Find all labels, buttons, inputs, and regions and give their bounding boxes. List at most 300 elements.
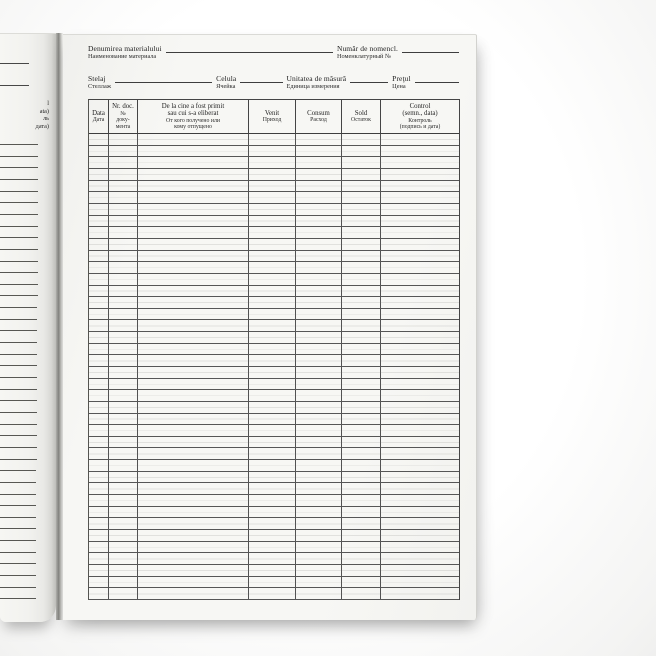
table-cell-empty [381, 588, 459, 599]
table-cell-empty [381, 286, 459, 297]
table-row [89, 437, 459, 449]
table-cell-empty [89, 472, 109, 483]
column-label: Consum [307, 109, 330, 117]
table-cell-empty [296, 472, 342, 483]
table-cell-empty [296, 483, 342, 494]
table-row [89, 192, 459, 204]
table-cell-empty [296, 181, 342, 192]
left-page-row-line [0, 284, 38, 285]
table-cell-empty [89, 437, 109, 448]
table-cell-empty [342, 507, 381, 518]
table-cell-empty [249, 355, 296, 366]
table-cell-empty [381, 425, 459, 436]
table-cell-empty [342, 181, 381, 192]
table-cell-empty [109, 542, 138, 553]
table-cell-empty [138, 530, 249, 541]
table-cell-empty [249, 251, 296, 262]
table-cell-empty [138, 297, 249, 308]
table-cell-empty [109, 297, 138, 308]
table-cell-empty [249, 169, 296, 180]
left-page-row-line [0, 319, 37, 320]
label-nomenclature-ro: Număr de nomencl. [336, 44, 398, 53]
table-cell-empty [381, 169, 459, 180]
left-page-edge [0, 33, 56, 622]
table-cell-empty [296, 274, 342, 285]
table-row [89, 227, 459, 239]
table-cell-empty [296, 448, 342, 459]
table-cell-empty [296, 553, 342, 564]
label-price-ru: Цена [392, 82, 406, 90]
table-cell-empty [342, 414, 381, 425]
left-page-underline-fragment [0, 63, 29, 64]
table-cell-empty [296, 425, 342, 436]
column-label: От кого получено или кому отпущено [166, 117, 220, 131]
table-cell-empty [381, 262, 459, 273]
table-cell-empty [89, 565, 109, 576]
table-cell-empty [342, 425, 381, 436]
table-cell-empty [138, 286, 249, 297]
table-cell-empty [381, 157, 459, 168]
table-cell-empty [249, 286, 296, 297]
table-cell-empty [249, 542, 296, 553]
table-cell-empty [342, 262, 381, 273]
table-cell-empty [109, 274, 138, 285]
table-cell-empty [296, 169, 342, 180]
table-cell-empty [342, 309, 381, 320]
table-cell-empty [381, 495, 459, 506]
table-row [89, 157, 459, 169]
left-page-row-line [0, 342, 37, 343]
left-page-row-line [0, 191, 38, 192]
table-cell-empty [296, 146, 342, 157]
ledger-table [88, 99, 460, 600]
table-cell-empty [138, 239, 249, 250]
table-cell-empty [296, 518, 342, 529]
table-cell-empty [249, 588, 296, 599]
table-cell-empty [109, 251, 138, 262]
table-row [89, 332, 459, 344]
table-cell-empty [249, 274, 296, 285]
table-cell-empty [138, 565, 249, 576]
table-cell-empty [89, 169, 109, 180]
table-row [89, 402, 459, 414]
text-fragment: дата) [35, 123, 49, 131]
table-cell-empty [381, 355, 459, 366]
table-cell-empty [249, 297, 296, 308]
table-cell-empty [109, 367, 138, 378]
table-cell-empty [89, 332, 109, 343]
table-cell-empty [342, 577, 381, 588]
table-cell-empty [296, 402, 342, 413]
table-cell-empty [342, 297, 381, 308]
table-cell-empty [342, 448, 381, 459]
left-page-text-fragments [36, 100, 49, 131]
table-cell-empty [296, 577, 342, 588]
table-cell-empty [296, 309, 342, 320]
table-cell-empty [109, 448, 138, 459]
left-page-row-line [0, 517, 36, 518]
table-cell-empty [249, 460, 296, 471]
table-row [89, 379, 459, 391]
table-cell-empty [109, 553, 138, 564]
table-cell-empty [296, 507, 342, 518]
table-cell-empty [342, 344, 381, 355]
table-row [89, 530, 459, 542]
table-cell-empty [381, 379, 459, 390]
table-cell-empty [296, 134, 342, 145]
table-cell-empty [342, 495, 381, 506]
table-cell-empty [249, 332, 296, 343]
table-row [89, 146, 459, 158]
table-cell-empty [381, 204, 459, 215]
left-page-row-line [0, 377, 37, 378]
form-header-row-2 [88, 74, 459, 91]
table-cell-empty [249, 425, 296, 436]
table-cell-empty [249, 565, 296, 576]
table-cell-empty [109, 286, 138, 297]
table-cell-empty [89, 577, 109, 588]
table-cell-empty [89, 390, 109, 401]
table-cell-empty [89, 216, 109, 227]
table-cell-empty [249, 448, 296, 459]
table-cell-empty [109, 309, 138, 320]
blank-fill-line [166, 44, 333, 53]
table-cell-empty [296, 227, 342, 238]
table-cell-empty [138, 169, 249, 180]
table-cell-empty [381, 227, 459, 238]
table-cell-empty [89, 425, 109, 436]
table-cell-empty [342, 134, 381, 145]
table-cell-empty [381, 402, 459, 413]
table-cell-empty [89, 192, 109, 203]
table-cell-empty [296, 286, 342, 297]
table-cell-empty [138, 251, 249, 262]
table-cell-empty [249, 379, 296, 390]
ledger-table-header [89, 100, 459, 134]
table-cell-empty [249, 495, 296, 506]
label-cell-ru: Ячейка [216, 82, 236, 90]
table-cell-empty [138, 495, 249, 506]
table-cell-empty [89, 460, 109, 471]
table-cell-empty [89, 262, 109, 273]
label-shelf-ro: Stelaj [88, 73, 106, 83]
table-cell-empty [249, 402, 296, 413]
table-cell-empty [138, 262, 249, 273]
table-cell-empty [342, 379, 381, 390]
table-cell-empty [109, 414, 138, 425]
table-cell-empty [381, 414, 459, 425]
column-label: Data [92, 109, 105, 117]
table-cell-empty [342, 157, 381, 168]
column-header-from-whom [138, 100, 249, 134]
table-cell-empty [89, 320, 109, 331]
table-row [89, 367, 459, 379]
table-row [89, 507, 459, 519]
table-cell-empty [381, 251, 459, 262]
field-nomenclature-number [337, 44, 398, 61]
table-cell-empty [381, 553, 459, 564]
table-cell-empty [381, 216, 459, 227]
table-cell-empty [109, 495, 138, 506]
table-row [89, 542, 459, 554]
table-row [89, 309, 459, 321]
table-cell-empty [381, 448, 459, 459]
table-cell-empty [109, 437, 138, 448]
table-row [89, 216, 459, 228]
label-nomenclature-ru: Номенклатурный № [336, 53, 392, 60]
field-material-name [88, 44, 162, 61]
table-cell-empty [109, 181, 138, 192]
label-unit-ro: Unitatea de măsură [286, 73, 347, 83]
table-cell-empty [89, 274, 109, 285]
table-cell-empty [249, 518, 296, 529]
blank-fill-line [402, 44, 459, 53]
table-row [89, 483, 459, 495]
table-cell-empty [296, 588, 342, 599]
column-label: Остаток [351, 117, 371, 124]
column-header-control [381, 100, 459, 134]
table-cell-empty [109, 472, 138, 483]
left-page-row-line [0, 202, 38, 203]
table-cell-empty [381, 344, 459, 355]
table-cell-empty [109, 332, 138, 343]
column-header-income [249, 100, 296, 134]
table-cell-empty [381, 134, 459, 145]
table-cell-empty [249, 437, 296, 448]
column-label: Sold [354, 109, 368, 117]
left-page-row-line [0, 528, 36, 529]
table-cell-empty [381, 239, 459, 250]
table-cell-empty [381, 146, 459, 157]
table-cell-empty [109, 262, 138, 273]
table-cell-empty [296, 355, 342, 366]
left-page-row-line [0, 354, 37, 355]
table-cell-empty [381, 472, 459, 483]
left-page-row-line [0, 505, 36, 506]
table-cell-empty [296, 390, 342, 401]
table-cell-empty [249, 472, 296, 483]
column-label: Приход [262, 117, 282, 124]
table-cell-empty [249, 309, 296, 320]
table-cell-empty [109, 483, 138, 494]
table-cell-empty [249, 553, 296, 564]
table-cell-empty [296, 379, 342, 390]
table-cell-empty [342, 204, 381, 215]
table-row [89, 286, 459, 298]
table-cell-empty [89, 553, 109, 564]
left-page-row-line [0, 598, 36, 599]
table-cell-empty [138, 507, 249, 518]
table-cell-empty [89, 297, 109, 308]
table-cell-empty [109, 239, 138, 250]
table-cell-empty [381, 577, 459, 588]
left-page-row-line [0, 435, 37, 436]
label-price-ro: Preţul [392, 73, 411, 83]
text-fragment: ль [43, 115, 49, 123]
table-cell-empty [249, 530, 296, 541]
table-row [89, 518, 459, 530]
left-page-row-line [0, 365, 37, 366]
table-cell-empty [342, 460, 381, 471]
table-cell-empty [109, 157, 138, 168]
table-cell-empty [381, 483, 459, 494]
table-row [89, 414, 459, 426]
table-cell-empty [381, 320, 459, 331]
table-cell-empty [89, 309, 109, 320]
ledger-table-body [89, 134, 459, 600]
table-cell-empty [249, 146, 296, 157]
table-cell-empty [249, 181, 296, 192]
left-page-underline-fragment [0, 85, 29, 86]
stock-record-card-page [63, 34, 477, 620]
table-cell-empty [89, 355, 109, 366]
left-page-row-line [0, 214, 38, 215]
table-cell-empty [381, 297, 459, 308]
column-label: Nr. doc. [112, 103, 134, 111]
left-page-row-line [0, 400, 37, 401]
table-cell-empty [89, 204, 109, 215]
table-cell-empty [109, 216, 138, 227]
table-cell-empty [138, 344, 249, 355]
table-cell-empty [249, 320, 296, 331]
table-cell-empty [89, 530, 109, 541]
table-cell-empty [381, 181, 459, 192]
column-label: Control (semn., data) [402, 102, 438, 118]
table-row [89, 134, 459, 146]
table-cell-empty [296, 216, 342, 227]
blank-fill-line [240, 74, 282, 83]
table-row [89, 390, 459, 402]
table-cell-empty [342, 390, 381, 401]
field-shelf [88, 74, 111, 91]
table-row [89, 565, 459, 577]
table-cell-empty [342, 565, 381, 576]
table-cell-empty [138, 192, 249, 203]
table-cell-empty [109, 588, 138, 599]
table-cell-empty [138, 414, 249, 425]
table-cell-empty [249, 390, 296, 401]
table-cell-empty [89, 239, 109, 250]
table-cell-empty [89, 379, 109, 390]
table-row [89, 239, 459, 251]
table-cell-empty [109, 425, 138, 436]
table-cell-empty [249, 216, 296, 227]
table-cell-empty [342, 146, 381, 157]
table-cell-empty [138, 204, 249, 215]
table-cell-empty [342, 332, 381, 343]
table-cell-empty [138, 274, 249, 285]
table-cell-empty [249, 227, 296, 238]
table-cell-empty [138, 355, 249, 366]
table-cell-empty [249, 262, 296, 273]
table-cell-empty [381, 530, 459, 541]
table-cell-empty [296, 262, 342, 273]
table-cell-empty [89, 181, 109, 192]
table-cell-empty [342, 192, 381, 203]
table-cell-empty [249, 134, 296, 145]
left-page-row-line [0, 494, 36, 495]
left-page-row-line [0, 389, 37, 390]
table-cell-empty [381, 565, 459, 576]
table-cell-empty [342, 355, 381, 366]
table-cell-empty [109, 577, 138, 588]
table-cell-empty [109, 565, 138, 576]
table-cell-empty [381, 518, 459, 529]
field-price [392, 74, 411, 91]
column-header-balance [342, 100, 381, 134]
left-page-row-line [0, 563, 36, 564]
table-cell-empty [109, 204, 138, 215]
table-row [89, 251, 459, 263]
table-cell-empty [138, 379, 249, 390]
table-cell-empty [89, 483, 109, 494]
table-row [89, 344, 459, 356]
left-page-row-line [0, 459, 37, 460]
table-cell-empty [109, 402, 138, 413]
table-cell-empty [109, 530, 138, 541]
table-cell-empty [138, 437, 249, 448]
table-cell-empty [342, 530, 381, 541]
label-material-name-ro: Denumirea materialului [88, 44, 162, 53]
column-header-expense [296, 100, 342, 134]
table-cell-empty [109, 379, 138, 390]
text-fragment: l [47, 100, 49, 107]
table-cell-empty [249, 344, 296, 355]
table-row [89, 320, 459, 332]
table-cell-empty [138, 448, 249, 459]
table-cell-empty [138, 146, 249, 157]
table-cell-empty [109, 134, 138, 145]
table-cell-empty [342, 286, 381, 297]
table-row [89, 181, 459, 193]
table-cell-empty [89, 542, 109, 553]
table-cell-empty [296, 192, 342, 203]
table-cell-empty [89, 402, 109, 413]
table-cell-empty [109, 518, 138, 529]
table-cell-empty [138, 425, 249, 436]
left-page-row-line [0, 470, 36, 471]
column-label: Дата [92, 117, 105, 124]
table-cell-empty [296, 437, 342, 448]
table-cell-empty [249, 204, 296, 215]
table-cell-empty [138, 134, 249, 145]
table-cell-empty [296, 530, 342, 541]
table-row [89, 460, 459, 472]
table-cell-empty [296, 460, 342, 471]
table-cell-empty [89, 134, 109, 145]
table-cell-empty [296, 320, 342, 331]
table-cell-empty [89, 367, 109, 378]
table-row [89, 577, 459, 589]
left-page-row-line [0, 575, 36, 576]
table-cell-empty [138, 367, 249, 378]
field-cell [216, 74, 236, 91]
column-header-date [89, 100, 109, 134]
table-cell-empty [342, 588, 381, 599]
table-cell-empty [138, 227, 249, 238]
table-cell-empty [342, 542, 381, 553]
table-cell-empty [249, 239, 296, 250]
table-cell-empty [89, 588, 109, 599]
table-cell-empty [249, 483, 296, 494]
left-page-row-line [0, 295, 38, 296]
table-cell-empty [109, 507, 138, 518]
table-cell-empty [296, 344, 342, 355]
table-cell-empty [342, 518, 381, 529]
table-cell-empty [138, 216, 249, 227]
table-cell-empty [342, 367, 381, 378]
left-page-row-line [0, 144, 38, 145]
